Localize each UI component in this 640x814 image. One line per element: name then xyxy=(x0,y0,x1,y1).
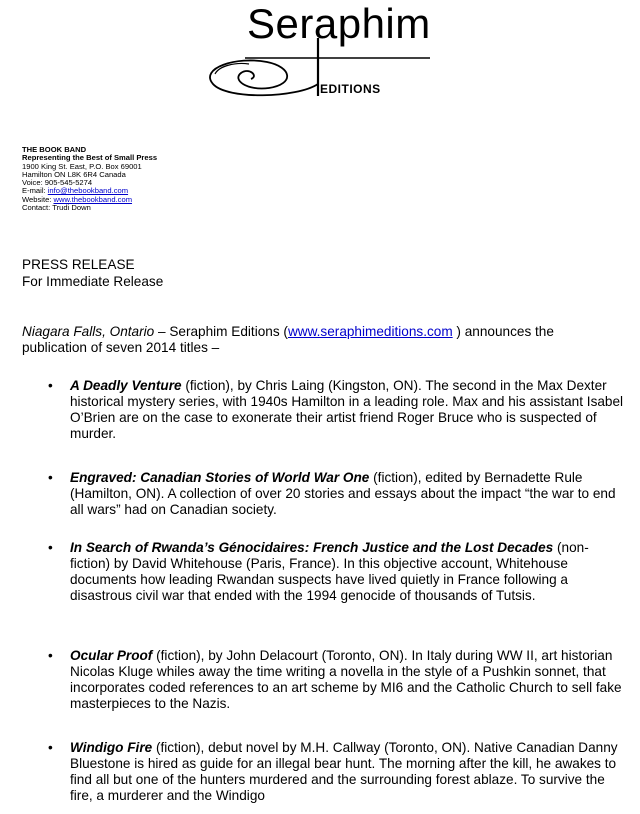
logo-wordmark: Seraphim xyxy=(247,0,431,47)
book-title: A Deadly Venture xyxy=(70,378,182,393)
publisher-logo xyxy=(197,0,457,98)
book-title: Windigo Fire xyxy=(70,740,153,755)
list-item xyxy=(48,740,626,804)
list-item xyxy=(48,470,626,518)
press-heading xyxy=(22,256,163,290)
list-item xyxy=(48,540,626,604)
address-line-1: 1900 King St. East, P.O. Box 69001 xyxy=(22,161,142,171)
book-description: (fiction), edited by Bernadette Rule (Hamilton, ON). A collection of over 20 stories and essays about the impact “the war to end all wars” had on Canadian society. xyxy=(70,470,616,517)
org-name: THE BOOK BAND xyxy=(22,145,87,154)
bullet-icon: • xyxy=(48,648,53,663)
website-label: Website: xyxy=(22,194,54,204)
seraphim-link[interactable]: www.seraphimeditions.com xyxy=(287,324,453,339)
book-title: Engraved: Canadian Stories of World War One xyxy=(70,470,370,485)
bullet-icon: • xyxy=(48,470,53,485)
book-title: In Search of Rwanda’s Génocidaires: French Justice and the Lost Decades xyxy=(70,540,554,555)
bullet-icon: • xyxy=(48,378,53,393)
intro-paragraph xyxy=(22,324,622,356)
list-item xyxy=(48,648,626,712)
website-link[interactable]: www.thebookband.com xyxy=(53,194,133,204)
immediate-release: For Immediate Release xyxy=(22,274,164,289)
contact-person: Contact: Trudi Down xyxy=(22,203,91,213)
intro-text-2: ) announces the publication of seven 2014 titles – xyxy=(22,324,554,355)
dateline: Niagara Falls, Ontario xyxy=(22,324,155,339)
email-label: E-mail: xyxy=(22,186,48,196)
press-release-title: PRESS RELEASE xyxy=(22,257,135,272)
voice-phone: Voice: 905-545-5274 xyxy=(22,178,93,188)
bullet-icon: • xyxy=(48,740,53,755)
list-item xyxy=(48,378,626,442)
org-tagline: Representing the Best of Small Press xyxy=(22,153,158,163)
logo-editions: EDITIONS xyxy=(320,82,381,96)
address-line-2: Hamilton ON L8K 6R4 Canada xyxy=(22,169,126,179)
contact-block xyxy=(22,146,157,212)
book-description: (non-fiction) by David Whitehouse (Paris, France). In this objective account, Whitehouse documents how leading Rwandan suspects have lived quietly in France following a disastrous civil war that ended with the 1994 genocide of thousands of Tutsis. xyxy=(70,540,589,603)
email-link[interactable]: info@thebookband.com xyxy=(47,186,129,196)
intro-text-1: – Seraphim Editions ( xyxy=(154,324,288,339)
book-title: Ocular Proof xyxy=(70,648,153,663)
book-description: (fiction), by Chris Laing (Kingston, ON). The second in the Max Dexter historical mystery series, with 1940s Hamilton in a leading role. Max and his assistant Isabel O’Brien are on the case to exonerate their artist friend Roger Bruce who is suspected of murder. xyxy=(70,378,624,441)
book-description: (fiction), by John Delacourt (Toronto, ON). In Italy during WW II, art historian Nicolas Kluge whiles away the time writing a novella in the style of a Pushkin sonnet, that incorporates coded references to an art scheme by MI6 and the Catholic Church to sell fake masterpieces to the Nazis. xyxy=(70,648,622,711)
book-description: (fiction), debut novel by M.H. Callway (Toronto, ON). Native Canadian Danny Bluestone is hired as guide for an illegal bear hunt. The morning after the kill, he awakes to find all but one of the hunters murdered and the surrounding forest ablaze. To survive the fire, a murderer and the Windigo xyxy=(70,740,618,803)
bullet-icon: • xyxy=(48,540,53,555)
